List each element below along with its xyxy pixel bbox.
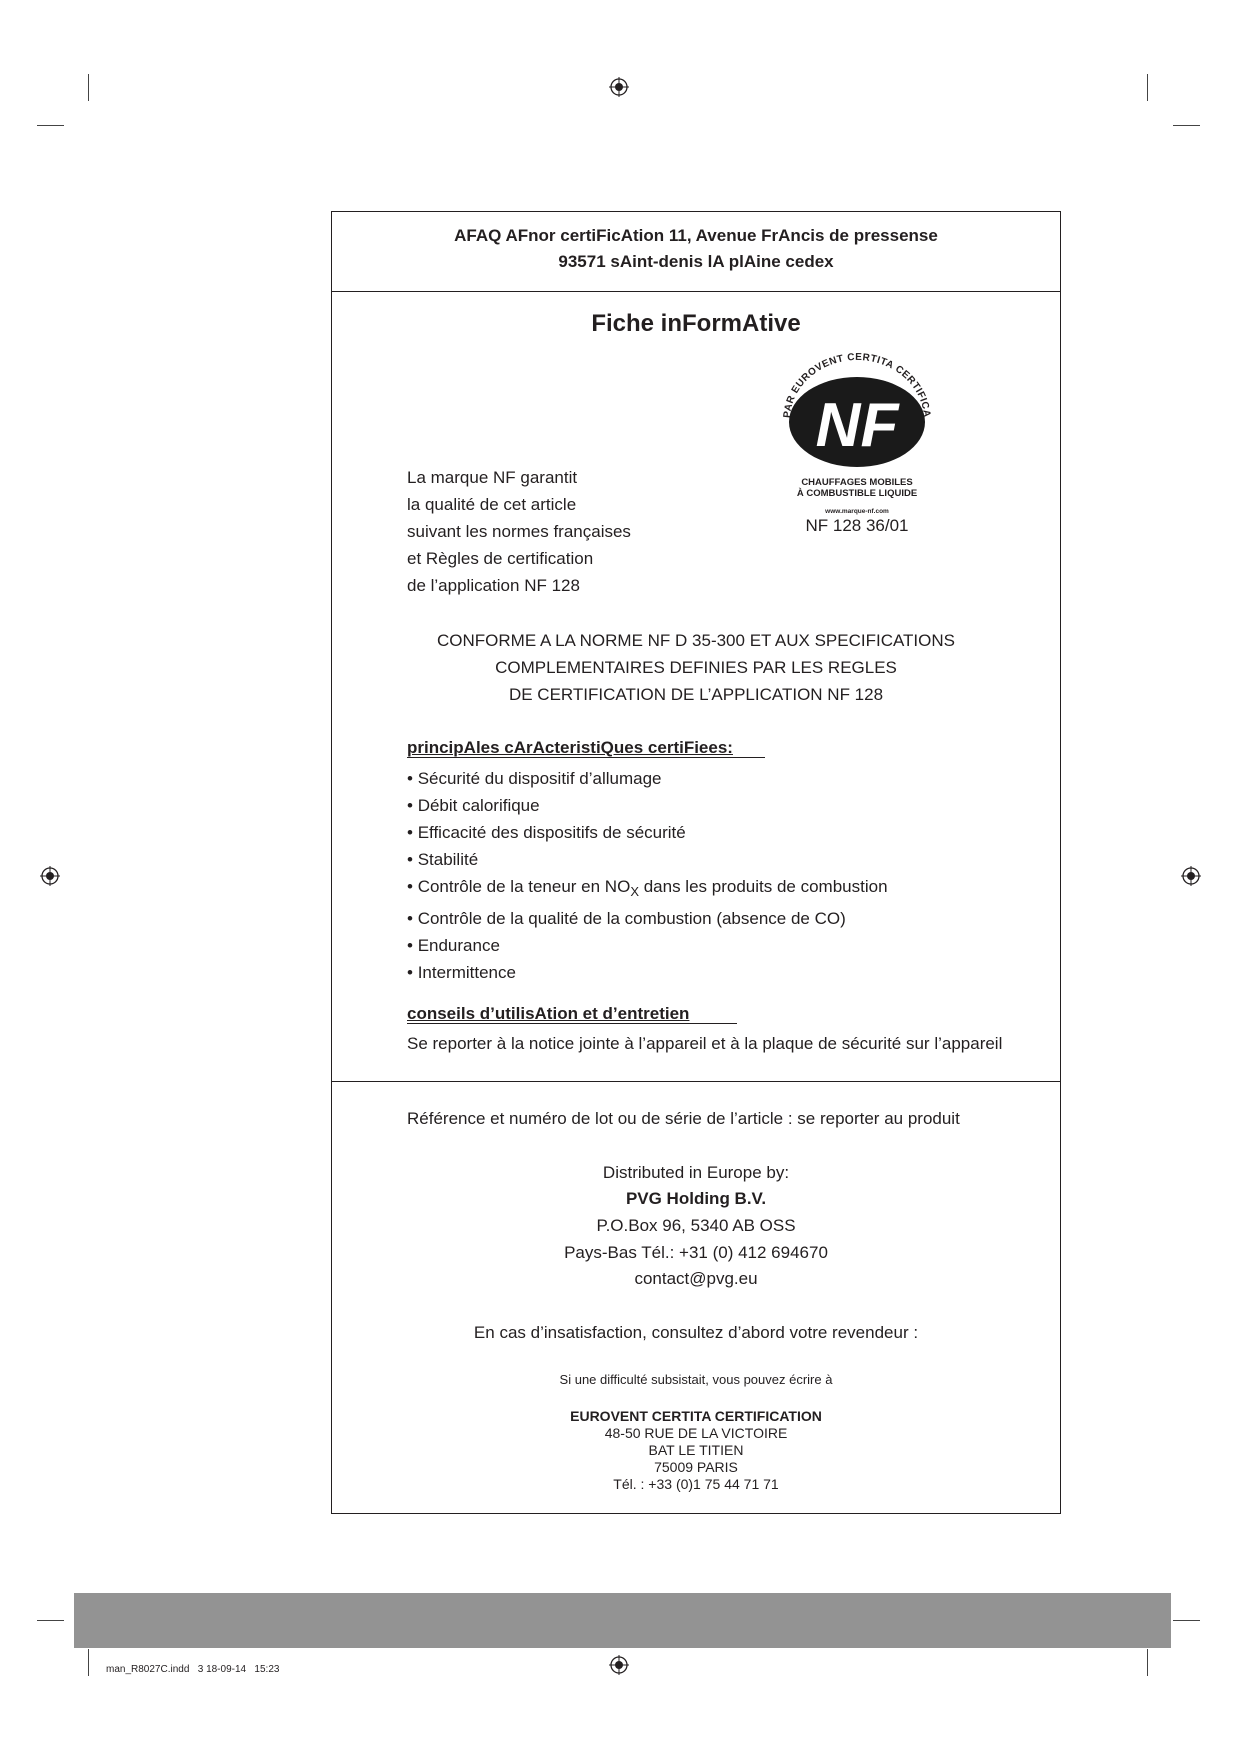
list-item-co: • Contrôle de la qualité de la combustion (absence de CO)	[407, 909, 846, 928]
list-item: • Efficacité des dispositifs de sécurité	[407, 823, 686, 842]
guarantee-line: la qualité de cet article	[407, 495, 577, 514]
distributor-phone: Pays-Bas Tél.: +31 (0) 412 694670	[564, 1243, 828, 1262]
characteristics-heading-rule	[407, 757, 765, 758]
list-item-text: Intermittence	[417, 963, 516, 982]
registration-mark-top	[609, 77, 629, 97]
nf-logo-url: www.marque-nf.com	[825, 508, 889, 515]
print-slug: man_R8027C.indd 3 18-09-14 15:23	[106, 1664, 280, 1675]
list-item: • Débit calorifique	[407, 796, 540, 815]
difficulty-note: Si une difficulté subsistait, vous pouvez écrire à	[559, 1372, 833, 1387]
certifier-street: 48-50 RUE DE LA VICTOIRE	[604, 1425, 788, 1441]
guarantee-line: de l’application NF 128	[407, 576, 580, 595]
nf-logo-ring-text: PAR EUROVENT CERTITA CERTIFICA	[781, 351, 932, 419]
info-sheet-frame	[331, 211, 1061, 1514]
nf-certification-logo	[772, 340, 942, 540]
guarantee-line: La marque NF garantit	[407, 468, 578, 487]
list-item-text: Contrôle de la qualité de la combustion (absence de CO)	[417, 909, 846, 928]
list-item: • Sécurité du dispositif d’allumage	[407, 769, 662, 788]
list-item-nox: • Contrôle de la teneur en $NO_X$ dans les produits de combustion	[407, 877, 888, 899]
reference-note: Référence et numéro de lot ou de série de l’article : se reporter au produit	[407, 1109, 960, 1128]
conformity-line: CONFORME A LA NORME NF D 35-300 ET AUX SPECIFICATIONS	[437, 631, 955, 650]
document-title: Fiche inFormAtive	[591, 310, 801, 337]
list-item-text: Stabilité	[417, 850, 479, 869]
characteristics-list	[407, 765, 1027, 986]
nf-logo-category-1: CHAUFFAGES MOBILES	[801, 477, 913, 488]
dissatisfaction-note: En cas d’insatisfaction, consultez d’abord votre revendeur :	[473, 1323, 919, 1342]
list-item-text: Efficacité des dispositifs de sécurité	[417, 823, 686, 842]
nf-reference-code: NF 128 36/01	[805, 516, 909, 535]
crop-mark-top-right	[1147, 74, 1148, 101]
advice-text: Se reporter à la notice jointe à l’appareil et à la plaque de sécurité sur l’appareil	[407, 1034, 1003, 1053]
header-address-line-2: 93571 sAint-denis lA plAine cedex	[558, 252, 834, 271]
guarantee-line: suivant les normes françaises	[407, 522, 631, 541]
crop-mark-top-right-h	[1173, 125, 1200, 126]
certifier-name: EUROVENT CERTITA CERTIFICATION	[570, 1408, 822, 1424]
guarantee-paragraph	[407, 464, 687, 599]
crop-mark-top-left	[88, 74, 89, 101]
list-item-text: dans les produits de combustion	[638, 877, 888, 896]
crop-mark-bottom-right-h	[1173, 1620, 1200, 1621]
registration-mark-bottom	[609, 1655, 629, 1675]
registration-mark-right	[1181, 866, 1201, 886]
characteristics-heading: principAles cArActeristiQues certiFiees:	[407, 738, 733, 757]
nf-logo-category-2: À COMBUSTIBLE LIQUIDE	[796, 488, 918, 499]
list-item-text: Contrôle de la teneur en NO	[417, 877, 631, 896]
distributor-email: contact@pvg.eu	[634, 1269, 758, 1288]
certifier-phone: Tél. : +33 (0)1 75 44 71 71	[613, 1476, 779, 1492]
distributor-name: PVG Holding B.V.	[625, 1189, 767, 1208]
list-item: • Stabilité	[407, 850, 479, 869]
list-item-text: Débit calorifique	[417, 796, 540, 815]
header-address-line-1: AFAQ AFnor certiFicAtion 11, Avenue FrAncis de pressense	[454, 226, 938, 245]
lower-divider	[332, 1081, 1060, 1082]
certifier-building: BAT LE TITIEN	[648, 1442, 744, 1458]
header-divider	[332, 291, 1060, 292]
crop-mark-bottom-left	[88, 1649, 89, 1676]
conformity-line: DE CERTIFICATION DE L’APPLICATION NF 128	[508, 685, 884, 704]
conformity-line: COMPLEMENTAIRES DEFINIES PAR LES REGLES	[495, 658, 897, 677]
crop-mark-bottom-right	[1147, 1649, 1148, 1676]
crop-mark-top-left-h	[37, 125, 64, 126]
registration-mark-left	[40, 866, 60, 886]
list-item: • Intermittence	[407, 963, 516, 982]
advice-heading-rule	[407, 1023, 737, 1024]
distributor-intro: Distributed in Europe by:	[602, 1163, 790, 1182]
nox-subscript: X	[630, 884, 639, 899]
list-item-text: Endurance	[417, 936, 500, 955]
conformity-statement	[332, 627, 1060, 708]
guarantee-line: et Règles de certification	[407, 549, 594, 568]
list-item-text: Sécurité du dispositif d’allumage	[417, 769, 662, 788]
distributor-address: P.O.Box 96, 5340 AB OSS	[596, 1216, 796, 1235]
crop-mark-bottom-left-h	[37, 1620, 64, 1621]
nf-logo-icon	[772, 340, 942, 490]
certifier-city: 75009 PARIS	[654, 1459, 738, 1475]
list-item: • Endurance	[407, 936, 500, 955]
advice-heading: conseils d’utilisAtion et d’entretien	[407, 1004, 690, 1023]
footer-gray-band	[74, 1593, 1171, 1648]
nf-logo-mark: NF	[815, 391, 899, 460]
